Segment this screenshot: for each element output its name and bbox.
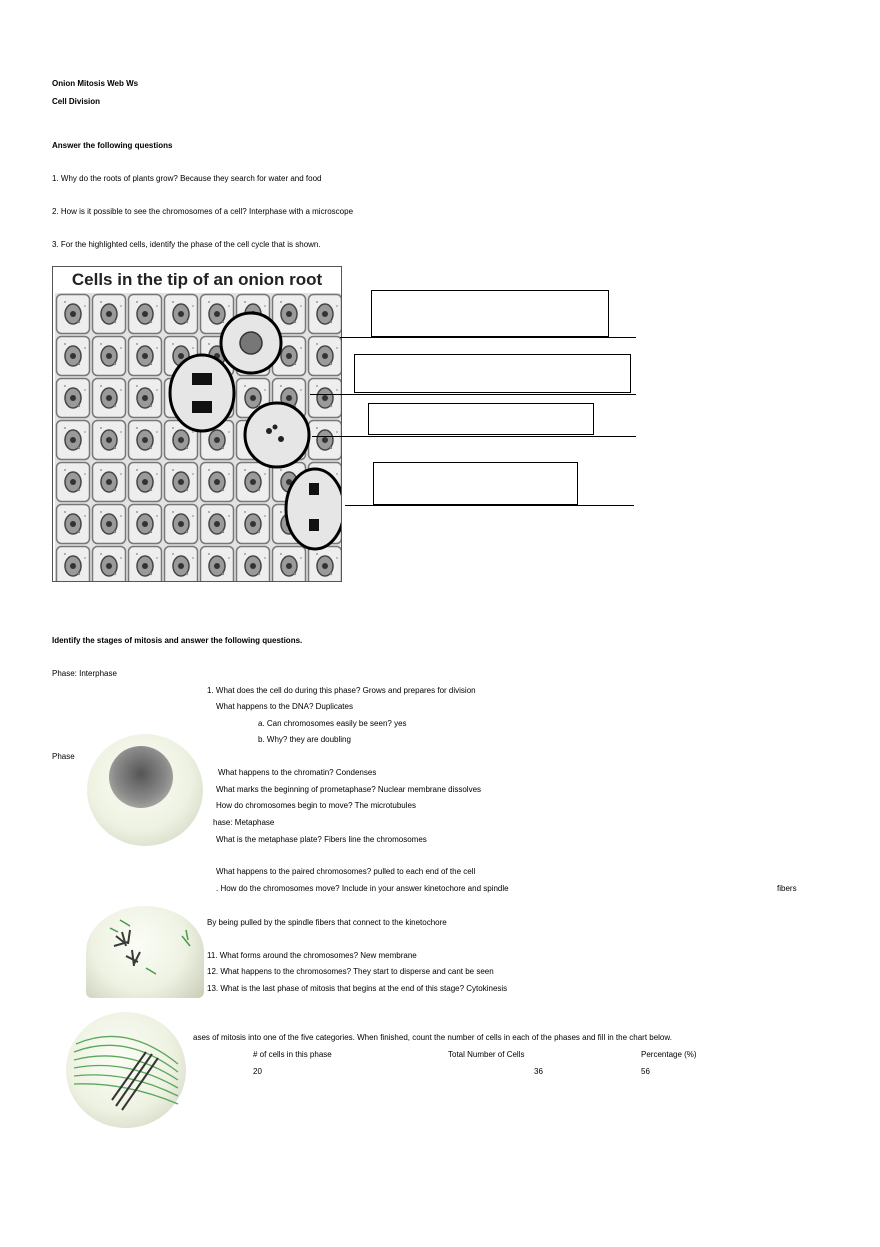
question-chromosomes-move: How do chromosomes begin to move? The microtubules [216, 801, 416, 810]
answer-box-1[interactable] [371, 290, 609, 337]
answer-box-4[interactable] [373, 462, 578, 505]
count-value-percentage: 56 [641, 1067, 650, 1076]
question-11: 11. What forms around the chromosomes? New membrane [207, 951, 417, 960]
phase-label: Phase [52, 752, 75, 761]
document-title: Onion Mitosis Web Ws [52, 79, 139, 88]
phase-interphase-label: Phase: Interphase [52, 669, 117, 678]
question-metaphase-plate: What is the metaphase plate? Fibers line the chromosomes [216, 835, 427, 844]
leader-line-4 [345, 505, 634, 506]
phase-metaphase-label: hase: Metaphase [213, 818, 275, 827]
count-header-percentage: Percentage (%) [641, 1050, 697, 1059]
question-how-move: . How do the chromosomes move? Include in your answer kinetochore and spindle [216, 884, 509, 893]
anaphase-spindle [66, 1012, 186, 1128]
onion-root-micrograph [52, 266, 342, 582]
question-1: 1. Why do the roots of plants grow? Because they search for water and food [52, 174, 322, 183]
question-cell-do: 1. What does the cell do during this phase? Grows and prepares for division [207, 686, 476, 695]
question-2: 2. How is it possible to see the chromosomes of a cell? Interphase with a microscope [52, 207, 354, 216]
question-a: a. Can chromosomes easily be seen? yes [258, 719, 407, 728]
answer-pulled: By being pulled by the spindle fibers that connect to the kinetochore [207, 918, 447, 927]
question-prometaphase: What marks the beginning of prometaphase? Nuclear membrane dissolves [216, 785, 482, 794]
count-value-total-cells: 36 [534, 1067, 543, 1076]
anaphase-cell-image [66, 1012, 186, 1128]
answer-box-2[interactable] [354, 354, 631, 393]
count-header-total-cells: Total Number of Cells [448, 1050, 525, 1059]
answer-box-3[interactable] [368, 403, 594, 435]
prophase-cell-image [87, 734, 203, 846]
leader-line-3 [312, 436, 636, 437]
count-value-cells-in-phase: 20 [253, 1067, 262, 1076]
telophase-chromosomes [86, 906, 204, 998]
count-instruction: ases of mitosis into one of the five categories. When finished, count the number of cells in each of the phases and fill in the chart below. [193, 1033, 672, 1042]
question-b: b. Why? they are doubling [258, 735, 351, 744]
question-paired-chromosomes: What happens to the paired chromosomes? pulled to each end of the cell [216, 867, 476, 876]
question-chromatin: What happens to the chromatin? Condenses [218, 768, 377, 777]
question-how-move-tail: fibers [777, 884, 797, 893]
question-12: 12. What happens to the chromosomes? They start to disperse and cant be seen [207, 967, 494, 976]
count-header-cells-in-phase: # of cells in this phase [253, 1050, 332, 1059]
leader-line-2 [310, 394, 636, 395]
question-13: 13. What is the last phase of mitosis that begins at the end of this stage? Cytokinesis [207, 984, 508, 993]
section-heading-questions: Answer the following questions [52, 141, 173, 150]
question-dna: What happens to the DNA? Duplicates [216, 702, 353, 711]
section-heading-mitosis: Identify the stages of mitosis and answer the following questions. [52, 636, 303, 645]
question-3: 3. For the highlighted cells, identify the phase of the cell cycle that is shown. [52, 240, 321, 249]
telophase-cell-image [86, 906, 204, 998]
document-subtitle: Cell Division [52, 97, 101, 106]
leader-line-1 [340, 337, 636, 338]
micrograph-title: Cells in the tip of an onion root [53, 267, 341, 293]
onion-cells-image [55, 293, 341, 581]
